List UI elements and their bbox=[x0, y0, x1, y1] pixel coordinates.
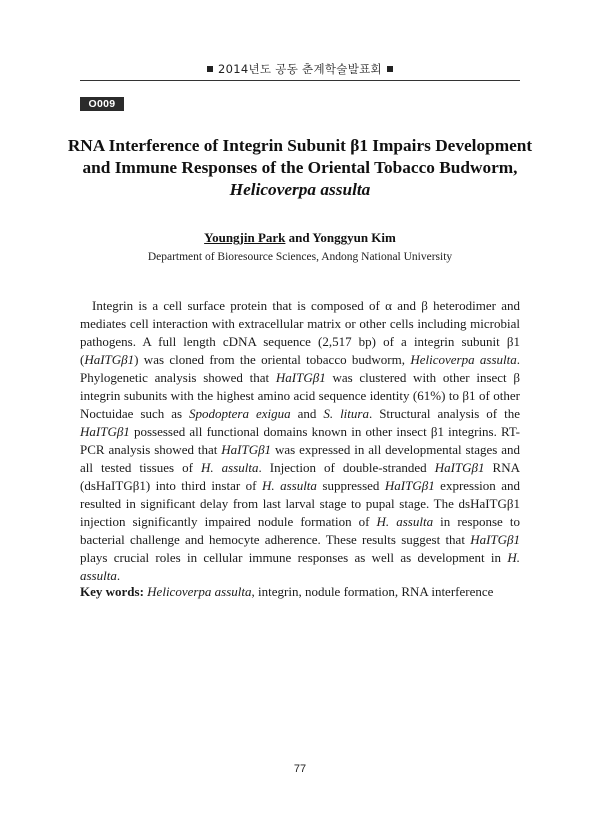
abstract-text-run: possessed all functional domains known in other insect β1 integrins. RT-PCR analysis showed that bbox=[80, 424, 520, 457]
abstract-text-run: was expressed in all developmental stages and all tested tissues of bbox=[80, 442, 520, 475]
abstract-text-run: and bbox=[290, 406, 324, 421]
abstract-text-run: RNA (dsHaITGβ1) into third instar of bbox=[80, 460, 520, 493]
abstract-text-run: expression and resulted in significant delay from last larval stage to pupal stage. The dsHaITGβ1 injection significantly impaired nodule formation of bbox=[80, 478, 521, 529]
keywords-label: Key words: bbox=[80, 584, 144, 599]
keywords bbox=[80, 584, 520, 600]
abstract-italic-term: H. assulta bbox=[200, 460, 259, 475]
abstract-italic-term: H. assulta bbox=[80, 550, 520, 583]
keywords-first: Helicoverpa assulta bbox=[147, 584, 252, 599]
page-number: 77 bbox=[293, 763, 307, 775]
abstract-text-run: Integrin is a cell surface protein that is composed of α and β heterodimer and mediates cell interaction with extracellular matrix or other cells including microbial pathogens. A full length cDNA sequence (2,517 bp) of a integrin subunit β1 ( bbox=[80, 298, 520, 367]
abstract-italic-term: HaITGβ1 bbox=[384, 478, 435, 493]
abstract-italic-term: H. assulta bbox=[261, 478, 317, 493]
title-line-3: Helicoverpa assulta bbox=[229, 180, 371, 199]
abstract-text-run: . Phylogenetic analysis showed that bbox=[80, 352, 520, 385]
abstract-italic-term: HaITGβ1 bbox=[80, 424, 130, 439]
abstract-text-run: . Structural analysis of the bbox=[368, 406, 520, 421]
abstract-italic-term: HaITGβ1 bbox=[470, 532, 520, 547]
affiliation: Department of Bioresource Sciences, Andong National University bbox=[147, 251, 453, 263]
author-conjunction: and bbox=[285, 230, 313, 245]
abstract-italic-term: HaITGβ1 bbox=[221, 442, 272, 457]
abstract-text-run: . Injection of double-stranded bbox=[258, 460, 435, 475]
abstract-body bbox=[80, 297, 520, 585]
co-author: Yonggyun Kim bbox=[312, 230, 396, 245]
abstract-text-run: in response to bacterial challenge and hemocyte adherence. These results suggest that bbox=[80, 514, 520, 547]
keywords-rest: , integrin, nodule formation, RNA interference bbox=[251, 584, 494, 599]
abstract-text-run: was clustered with other insect β integrin subunits with the highest amino acid sequence identity (61%) to β1 of other Noctuidae such as bbox=[80, 370, 521, 421]
abstract-paragraph bbox=[80, 297, 520, 585]
abstract-code-badge: O009 bbox=[80, 97, 124, 111]
title-line-2: and Immune Responses of the Oriental Tobacco Budworm, bbox=[82, 158, 518, 177]
abstract-italic-term: HaITGβ1 bbox=[84, 352, 135, 367]
header-text: 2014년도 공동 춘계학술발표회 bbox=[218, 62, 382, 76]
square-bullet-icon bbox=[387, 66, 393, 72]
abstract-text-run: . bbox=[116, 568, 121, 583]
paper-title bbox=[60, 135, 540, 201]
abstract-text-run: suppressed bbox=[316, 478, 385, 493]
title-line-1: RNA Interference of Integrin Subunit β1 Impairs Development bbox=[67, 136, 533, 155]
running-header bbox=[0, 61, 600, 77]
abstract-italic-term: S. litura bbox=[323, 406, 369, 421]
presenting-author: Youngjin Park bbox=[204, 230, 286, 245]
abstract-italic-term: H. assulta bbox=[376, 514, 434, 529]
square-bullet-icon bbox=[207, 66, 213, 72]
author-list bbox=[0, 230, 600, 246]
abstract-text-run: plays crucial roles in cellular immune responses as well as development in bbox=[80, 550, 508, 565]
abstract-italic-term: Spodoptera exigua bbox=[189, 406, 291, 421]
header-rule bbox=[80, 80, 520, 81]
abstract-text-run: ) was cloned from the oriental tobacco budworm, bbox=[134, 352, 411, 367]
abstract-italic-term: HaITGβ1 bbox=[434, 460, 485, 475]
abstract-italic-term: HaITGβ1 bbox=[275, 370, 326, 385]
abstract-italic-term: Helicoverpa assulta bbox=[410, 352, 517, 367]
